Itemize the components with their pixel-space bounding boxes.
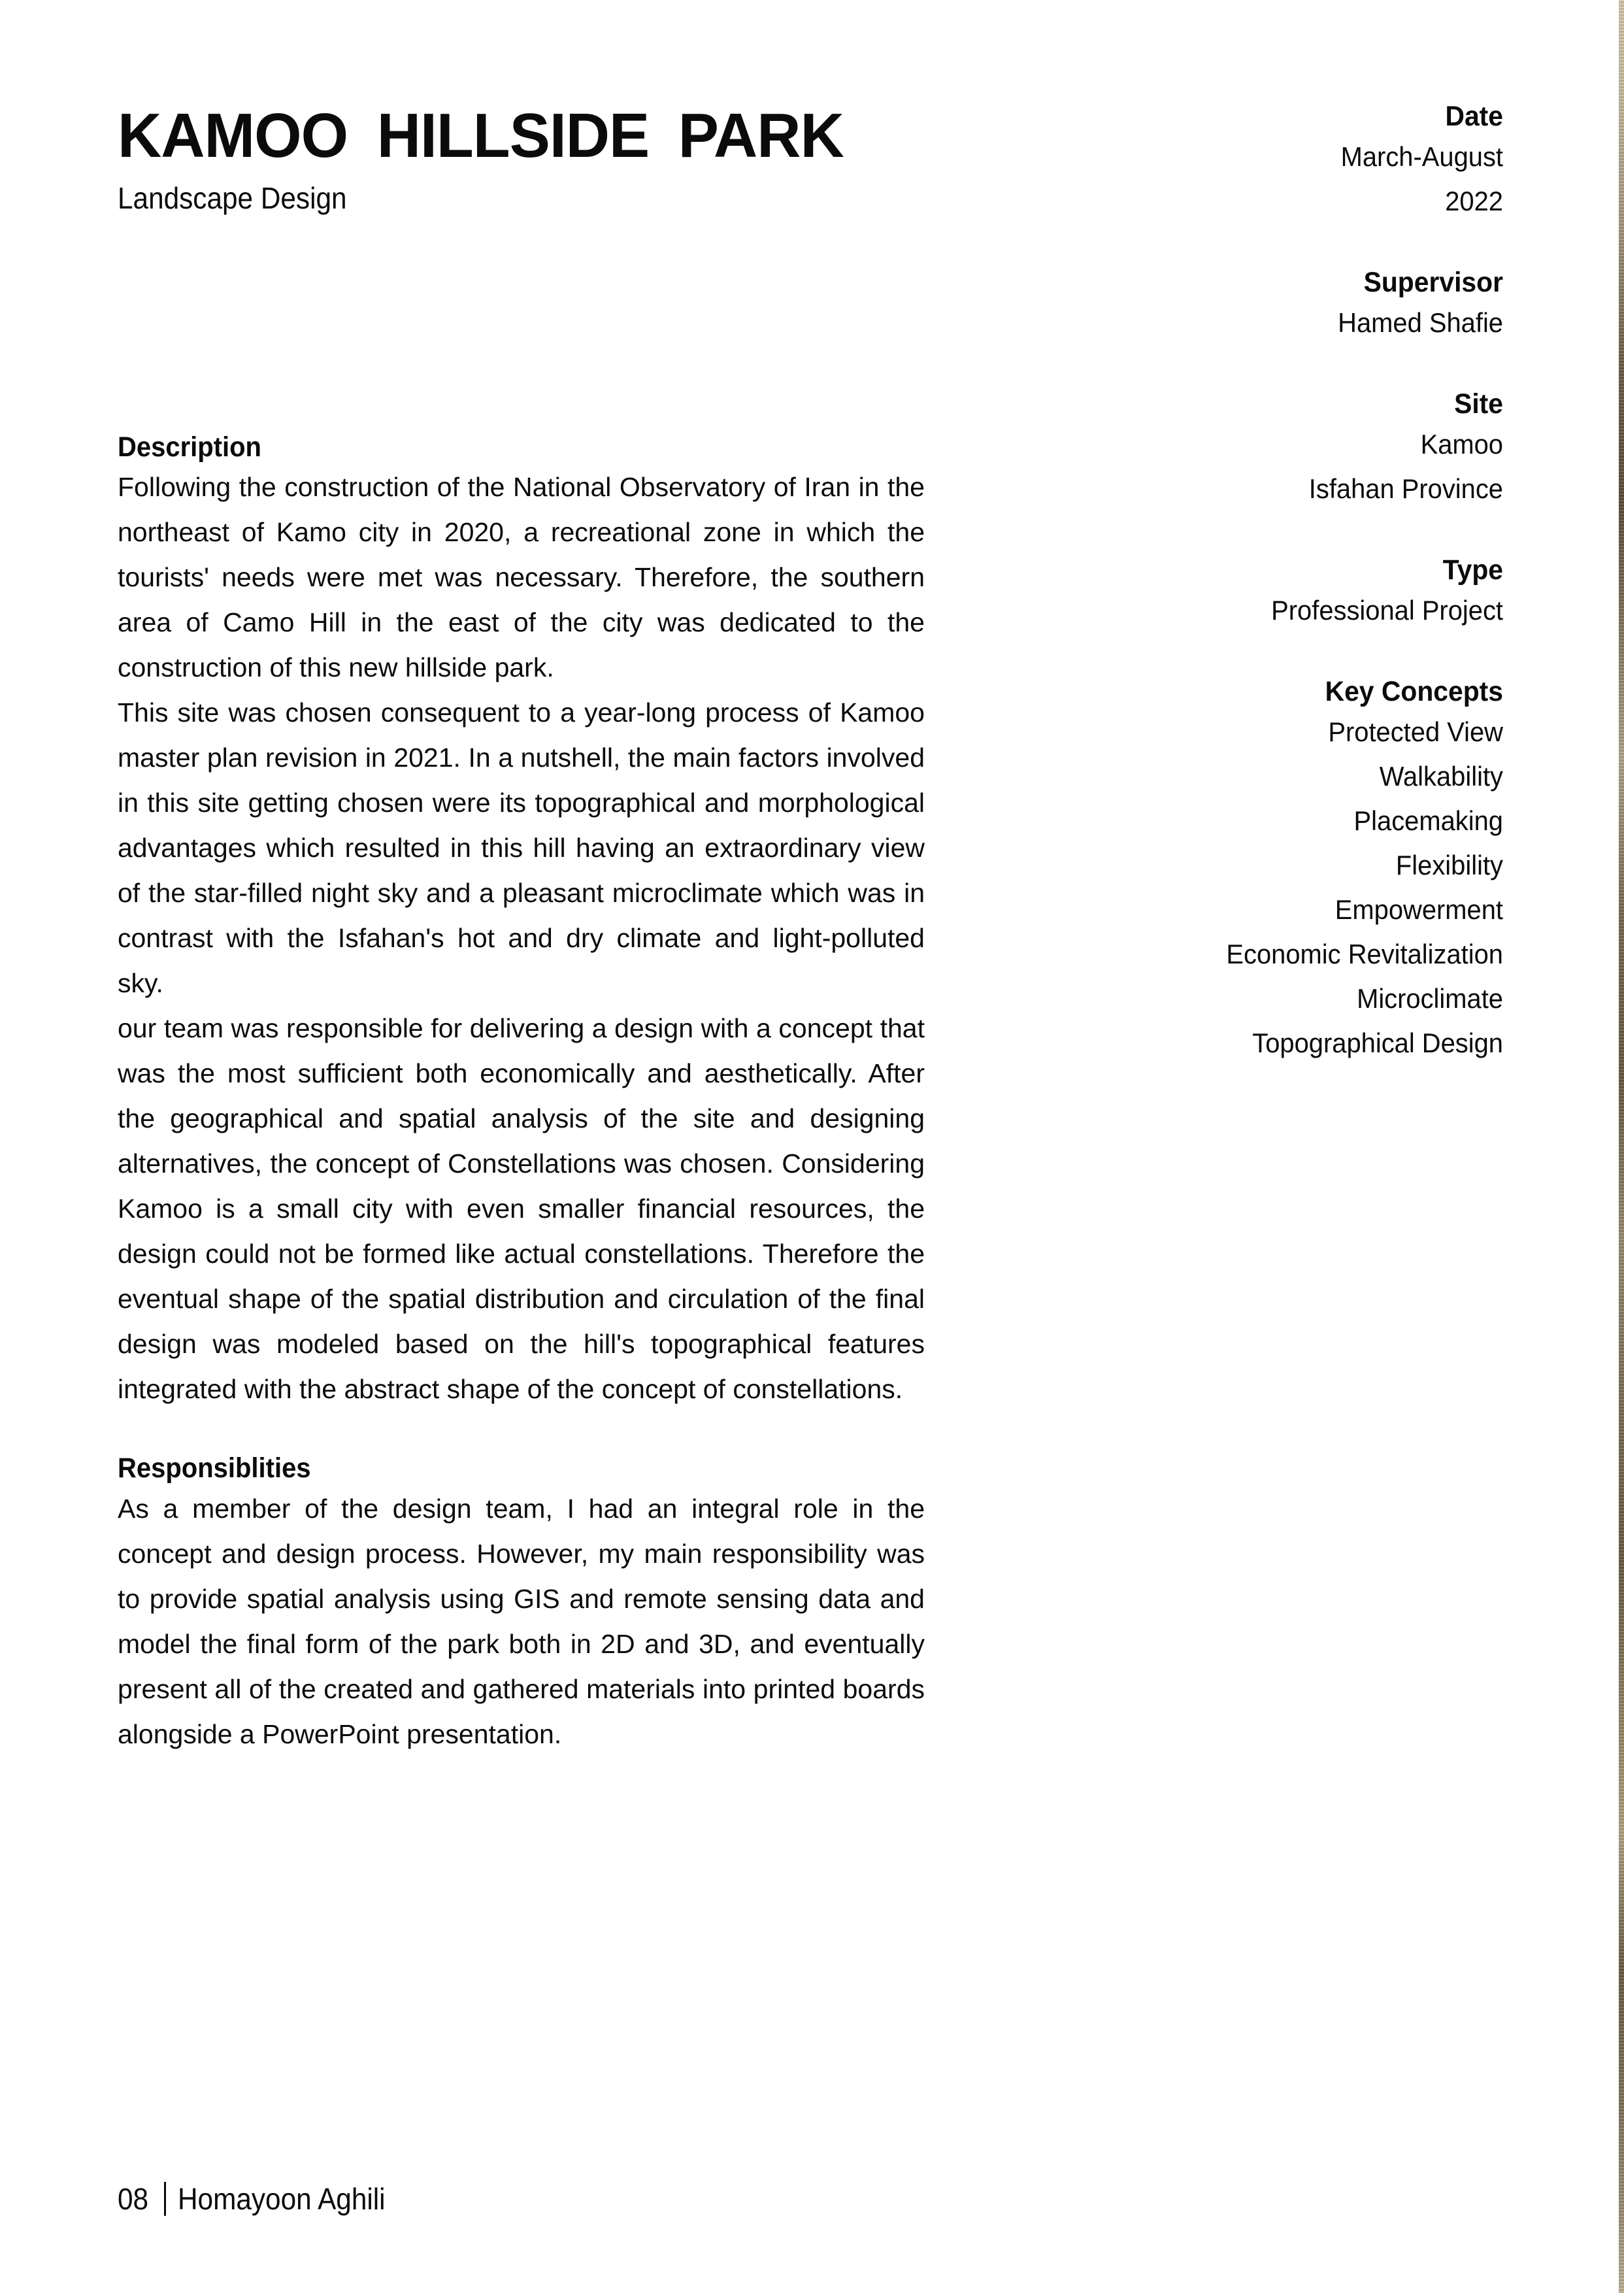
meta-group-date bbox=[1006, 98, 1503, 224]
title-word-2: HILLSIDE bbox=[376, 101, 650, 171]
type-value-line-1: Professional Project bbox=[1271, 595, 1503, 626]
title-word-3: PARK bbox=[678, 101, 844, 171]
description-paragraph-1: Following the construction of the National Observatory of Iran in the northeast of Kamo city in 2020, a recreational zone in which the tourists' needs were met was necessary. Therefore, the southern area of Camo Hill in the east of the city was dedicated to the construction of this new hillside park. bbox=[118, 472, 925, 683]
footer-divider bbox=[164, 2182, 166, 2216]
page-title bbox=[118, 101, 901, 171]
type-label: Type bbox=[1442, 554, 1503, 586]
meta-group-type bbox=[1006, 552, 1503, 633]
title-block bbox=[118, 101, 925, 215]
meta-group-supervisor bbox=[1006, 264, 1503, 345]
site-label: Site bbox=[1454, 388, 1503, 420]
key-concept-item-5: Empowerment bbox=[1334, 894, 1503, 925]
key-concept-item-7: Microclimate bbox=[1357, 983, 1503, 1014]
site-value-line-1: Kamoo bbox=[1420, 429, 1503, 460]
meta-group-site bbox=[1006, 386, 1503, 511]
title-word-1: KAMOO bbox=[118, 101, 348, 171]
section-spacer bbox=[118, 1412, 925, 1452]
page-subtitle: Landscape Design bbox=[118, 181, 347, 215]
date-label: Date bbox=[1445, 101, 1503, 132]
body-content bbox=[118, 431, 925, 1757]
supervisor-label: Supervisor bbox=[1363, 267, 1503, 298]
footer-page-number: 08 bbox=[118, 2182, 149, 2216]
description-paragraph-3: our team was responsible for delivering a design with a concept that was the most sufficient both economically and aesthetically. After the geographical and spatial analysis of the site and designing alternatives, the concept of Constellations was chosen. Considering Kamoo is a small city with even smaller financial resources, the design could not be formed like actual constellations. Therefore the eventual shape of the spatial distribution and circulation of the final design was modeled based on the hill's topographical features integrated with the abstract shape of the concept of constellations. bbox=[118, 1013, 925, 1405]
site-value-line-2: Isfahan Province bbox=[1308, 473, 1503, 504]
responsibilities-paragraph-1: As a member of the design team, I had an integral role in the concept and design process. However, my main responsibility was to provide spatial analysis using GIS and remote sensing data and model the final form of the park both in 2D and 3D, and eventually present all of the created and gathered materials into printed boards alongside a PowerPoint presentation. bbox=[118, 1493, 925, 1749]
page-footer bbox=[118, 2182, 403, 2216]
key-concept-item-8: Topographical Design bbox=[1252, 1028, 1503, 1058]
key-concept-item-3: Placemaking bbox=[1353, 805, 1503, 836]
key-concepts-label: Key Concepts bbox=[1325, 676, 1503, 707]
date-value-line-1: March-August bbox=[1340, 141, 1503, 172]
footer-author-name: Homayoon Aghili bbox=[178, 2182, 386, 2216]
meta-group-key-concepts bbox=[1006, 673, 1503, 1065]
key-concept-item-2: Walkability bbox=[1379, 761, 1503, 792]
page-edge-strip bbox=[1619, 0, 1624, 2293]
date-value-line-2: 2022 bbox=[1445, 186, 1503, 216]
responsibilities-heading: Responsiblities bbox=[118, 1452, 311, 1484]
supervisor-value-line-1: Hamed Shafie bbox=[1338, 307, 1503, 338]
key-concept-item-4: Flexibility bbox=[1395, 850, 1503, 880]
description-paragraph-2: This site was chosen consequent to a year-long process of Kamoo master plan revision in 2021. In a nutshell, the main factors involved in this site getting chosen were its topographical and morphological advantages which resulted in this hill having an extraordinary view of the star-filled night sky and a pleasant microclimate which was in contrast with the Isfahan's hot and dry climate and light-polluted sky. bbox=[118, 697, 925, 999]
key-concept-item-1: Protected View bbox=[1328, 716, 1503, 747]
metadata-column bbox=[1006, 98, 1503, 1065]
description-heading: Description bbox=[118, 431, 261, 463]
key-concept-item-6: Economic Revitalization bbox=[1226, 939, 1503, 969]
